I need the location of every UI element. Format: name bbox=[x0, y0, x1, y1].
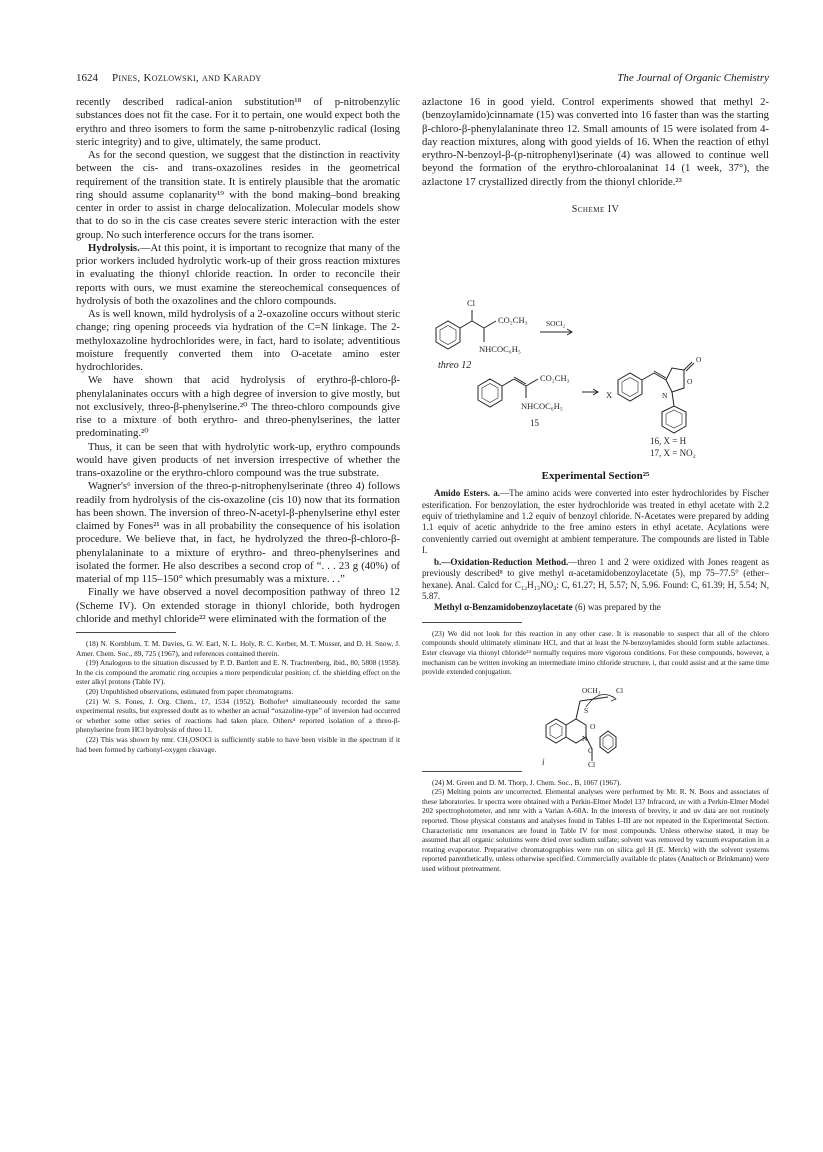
journal-name: The Journal of Organic Chemistry bbox=[617, 72, 769, 84]
subheading-methyl-benzamido: Methyl α-Benzamidobenzoylacetate bbox=[434, 602, 573, 613]
subheading-oxidation-reduction: b.—Oxidation-Reduction Method. bbox=[434, 556, 569, 567]
struct-i-n: N bbox=[582, 733, 588, 743]
benzene-ring-inner bbox=[440, 326, 456, 345]
scheme-label-co2ch3: CO₂CH₃ bbox=[540, 373, 570, 383]
footnote: (22) This was shown by nmr. CH₃OSOCl is sufficiently stable to have been visible in the spectrum if it had been formed by carbonyl-oxygen cleavage. bbox=[76, 734, 400, 754]
scheme-label-17: 17, X = NO₂ bbox=[650, 448, 696, 458]
scheme-label-threo12: threo 12 bbox=[438, 360, 472, 371]
experimental-section-title: Experimental Section²⁵ bbox=[541, 470, 650, 482]
scheme-label-n: N bbox=[662, 391, 668, 400]
scheme-label-socl2: SOCl₂ bbox=[546, 319, 566, 328]
paragraph: recently described radical-anion substitution¹⁸ of p-nitrobenzylic substances does not fit the case. For it to pertain, one would expect both the erythro and threo isomers to form the same p-nitrobenzylic radical (losing steric integrity) and to give, ultimately, the same product. bbox=[76, 96, 400, 148]
structure-i-diagram bbox=[422, 677, 769, 767]
experimental-text bbox=[422, 488, 769, 613]
paragraph: azlactone 16 in good yield. Control experiments showed that methyl 2-(benzoylamido)cinnamate (15) was converted into 16 faster than was the starting β-chloro-β-phenylalaninate threo 12. Small amounts of 15 were isolated from 4-day reaction mixtures, along with good yields of 16. When the reaction of ethyl erythro-N-benzoyl-β-(p-nitrophenyl)serinate (4) was allowed to continue well beyond the formation of the erythro-chloroalaninat 14 (1 week, 37°), the azlactone 17 crystallized directly from the thionyl chloride.²³ bbox=[422, 96, 769, 188]
scheme-label-x: X bbox=[606, 390, 613, 400]
scheme-label-o: O bbox=[696, 355, 702, 364]
paragraph: As is well known, mild hydrolysis of a 2-oxazoline occurs without steric change; ring opening proceeds via hydration of the C=N linkage. The 2-methyloxazoline hydrochlorides were, in fact, hard to isolate; adventitious moisture frequently converted them into O-acetate amino ester hydrochlorides. bbox=[76, 308, 400, 373]
paragraph-text: —At this point, it is important to recognize that many of the prior workers included hydrolytic work-up of their gross reaction mixtures in evaluating the thionyl chloride reaction. In order to reconcile their reports with ours, we must examine the stereochemical consequences of hydrolysis of both the oxazolines and the chloro compounds. bbox=[76, 241, 400, 307]
struct-i-c: C bbox=[588, 745, 594, 755]
footnote: (21) W. S. Fones, J. Org. Chem., 17, 1534 (1952). Bolhofer⁴ simultaneously recorded the same experimental results, but expressed doubt as to whether an actual “oxazoline-type” of inversion had occurred or whether some other series of reactions had taken place. Others⁴ reported isolation of a threo-β-phenylserine from HCl hydrolysis of threo 11. bbox=[76, 696, 400, 735]
paragraph-text: (6) was prepared by the bbox=[572, 602, 661, 613]
footnote: (20) Unpublished observations, estimated from paper chromatograms. bbox=[86, 686, 294, 696]
scheme-label-o: O bbox=[687, 377, 693, 386]
footnote-rule bbox=[422, 622, 522, 623]
footnotes-left bbox=[76, 639, 400, 754]
left-column bbox=[76, 96, 400, 754]
footnote: (18) N. Kornblum, T. M. Davies, G. W. Earl, N. L. Holy, R. C. Kerber, M. T. Musser, and D. H. Snow, J. Amer. Chem. Soc., 89, 725 (1967), and references contained therein. bbox=[76, 639, 400, 658]
scheme-label-co2ch3: CO₂CH₃ bbox=[498, 315, 528, 325]
paragraph bbox=[422, 488, 769, 556]
footnote-rule bbox=[422, 771, 522, 772]
struct-i-och3: OCH₃ bbox=[582, 685, 601, 695]
footnotes-right bbox=[422, 778, 769, 874]
section-heading-hydrolysis: Hydrolysis. bbox=[88, 241, 140, 254]
paragraph bbox=[422, 602, 769, 613]
footnote: (24) M. Green and D. M. Thorp, J. Chem. Soc., B, 1067 (1967). bbox=[432, 777, 622, 787]
page-number: 1624 bbox=[76, 72, 98, 84]
paragraph: Wagner's⁶ inversion of the threo-p-nitrophenylserinate (threo 4) follows readily from hydrolysis of the cis-oxazoline (cis 10) now that its formation has been shown. The inversion of threo-N-acetyl-β-phenylserine ethyl ester claimed by Fones²¹ was in all probability the consequence of his isolation procedure. We believe that, in fact, he hydrolyzed the threo-β-chloro-β-phenylalaninate to a mixture of erythro- and threo-phenylserines and isolated the former. He also describes a second crop of “. . . 23 g (40%) of material of mp 115–150° which presumably was a mixture. . .” bbox=[76, 480, 400, 585]
footnote-23 bbox=[422, 629, 769, 677]
paragraph: We have shown that acid hydrolysis of erythro-β-chloro-β-phenylalaninates occurs with a high degree of inversion to give mostly, but not exclusively, threo-β-phenylserine.²⁰ The threo-chloro compounds give rise to a mixture of both erythro- and threo-phenylserines, the latter predominating.²⁰ bbox=[76, 374, 400, 440]
struct-i-o: O bbox=[590, 721, 596, 731]
running-header bbox=[76, 72, 769, 88]
footnote: (19) Analogous to the situation discussed by P. D. Bartlett and E. N. Trachtenberg, ibid., 80, 5808 (1958). In the cis compound the aromatic ring occupies a more perpendicular position; cf. the shielding effect on the ester alkyl protons (Table IV). bbox=[76, 658, 400, 687]
scheme-title: Scheme IV bbox=[571, 203, 620, 215]
scheme-label-cl: Cl bbox=[467, 298, 476, 308]
subheading-amido-esters: Amido Esters. a. bbox=[434, 488, 501, 499]
paragraph: Thus, it can be seen that with hydrolytic work-up, erythro compounds would have given products of net inversion irrespective of whether the trans-oxazoline or the erythro-chloro compound was the true substrate. bbox=[76, 440, 400, 479]
scheme-label-nhcoc6h5: NHCOC₆H₅ bbox=[479, 344, 521, 354]
struct-i-cl-top: Cl bbox=[616, 685, 624, 695]
footnote: (25) Melting points are uncorrected. Elemental analyses were performed by Mr. R. N. Boos and associates of these laboratories. Ir spectra were obtained with a Perkin-Elmer Model 137 Infracord, uv with a Perkin-Elmer Model 202 spectrophotometer, and nmr with a Varian A-60A. In the interests of brevity, ir and uv data are not routinely reported. Those physical constants and analyses found in Tables I–III are not repeated in the Experimental Section. Characteristic nmr resonances are found in Table IV for most compounds. Unless otherwise stated, it may be assumed that all organic solutions were dried over sodium sulfate; solvent was removed by vacuum evaporation in a rotating evaporator. Preparative chromatographies were run on silica gel H (E. Merck) with the solvent systems reported parenthetically, unless otherwise specified. Commercially available tlc plates (Analtech or Brinkmann) were used without pretreatment. bbox=[422, 787, 769, 874]
paragraph-text: —threo 1 and 2 were oxidized with Jones reagent as previously described⁸ to give methyl α-acetamidobenzoylacetate (5), mp 75–77.5° (ether–hexane). Anal. Calcd for C₁₂H₁₃NO₄: C, 61.27; H, 5.57; N, 5.96. Found: C, 61.39; H, 5.54; N, 5.87. bbox=[422, 556, 769, 601]
paragraph: As for the second question, we suggest that the distinction in reactivity between the cis- and trans-oxazolines resides in the geometrical requirement of the transition state. It is entirely plausible that the aromatic ring should assume coplanarity¹⁹ with the bond making–bond breaking center in order to assist in charge delocalization. Molecular models show that to do so in the cis case creates severe steric interaction with the ester group. No such interference occurs for the trans isomer. bbox=[76, 149, 400, 241]
struct-i-cl-bot: Cl bbox=[588, 759, 596, 767]
authors: Pines, Kozlowski, and Karady bbox=[112, 72, 262, 84]
struct-i-s: S bbox=[584, 705, 589, 715]
scheme-label-nhcoc6h5: NHCOC₆H₅ bbox=[521, 401, 563, 411]
footnote: (23) We did not look for this reaction in any other case. It is reasonable to suspect that all of the chloro compounds should ultimately eliminate HCl, and that at least the N-benzoylamides should form stable azlactones. Ester cleavage via thionyl chloride²⁴ normally requires more vigorous conditions. For these compounds, however, a mechanism can be written invoking an intermediate imino chloride structure, i, that could assist and at the same time provide extended conjugation. bbox=[422, 628, 769, 677]
scheme-iv-diagram bbox=[422, 222, 769, 462]
paragraph-text: —The amino acids were converted into ester hydrochlorides by Fischer esterification. For benzoylation, the ester hydrochloride was treated in ethyl acetate with 2.2 equiv of triethylamine and 1.2 equiv of benzoyl chloride. N-Acetates were prepared by adding 1.1 equiv of acetic anhydride to the free amino esters in ethyl acetate. Acylations were conveniently carried out overnight at ambient temperature. The compounds are listed in Table I. bbox=[422, 488, 769, 556]
struct-i-label: i bbox=[542, 756, 545, 767]
scheme-label-16: 16, X = H bbox=[650, 436, 687, 446]
paragraph bbox=[422, 557, 769, 603]
right-column bbox=[422, 96, 769, 874]
paragraph: Finally we have observed a novel decomposition pathway of threo 12 (Scheme IV). On extended storage in thionyl chloride, both hydrogen chloride and methyl chloride²² were eliminated with the formation of the bbox=[76, 586, 400, 625]
paragraph bbox=[76, 242, 400, 308]
scheme-label-15: 15 bbox=[530, 418, 539, 428]
footnote-rule bbox=[76, 632, 176, 633]
